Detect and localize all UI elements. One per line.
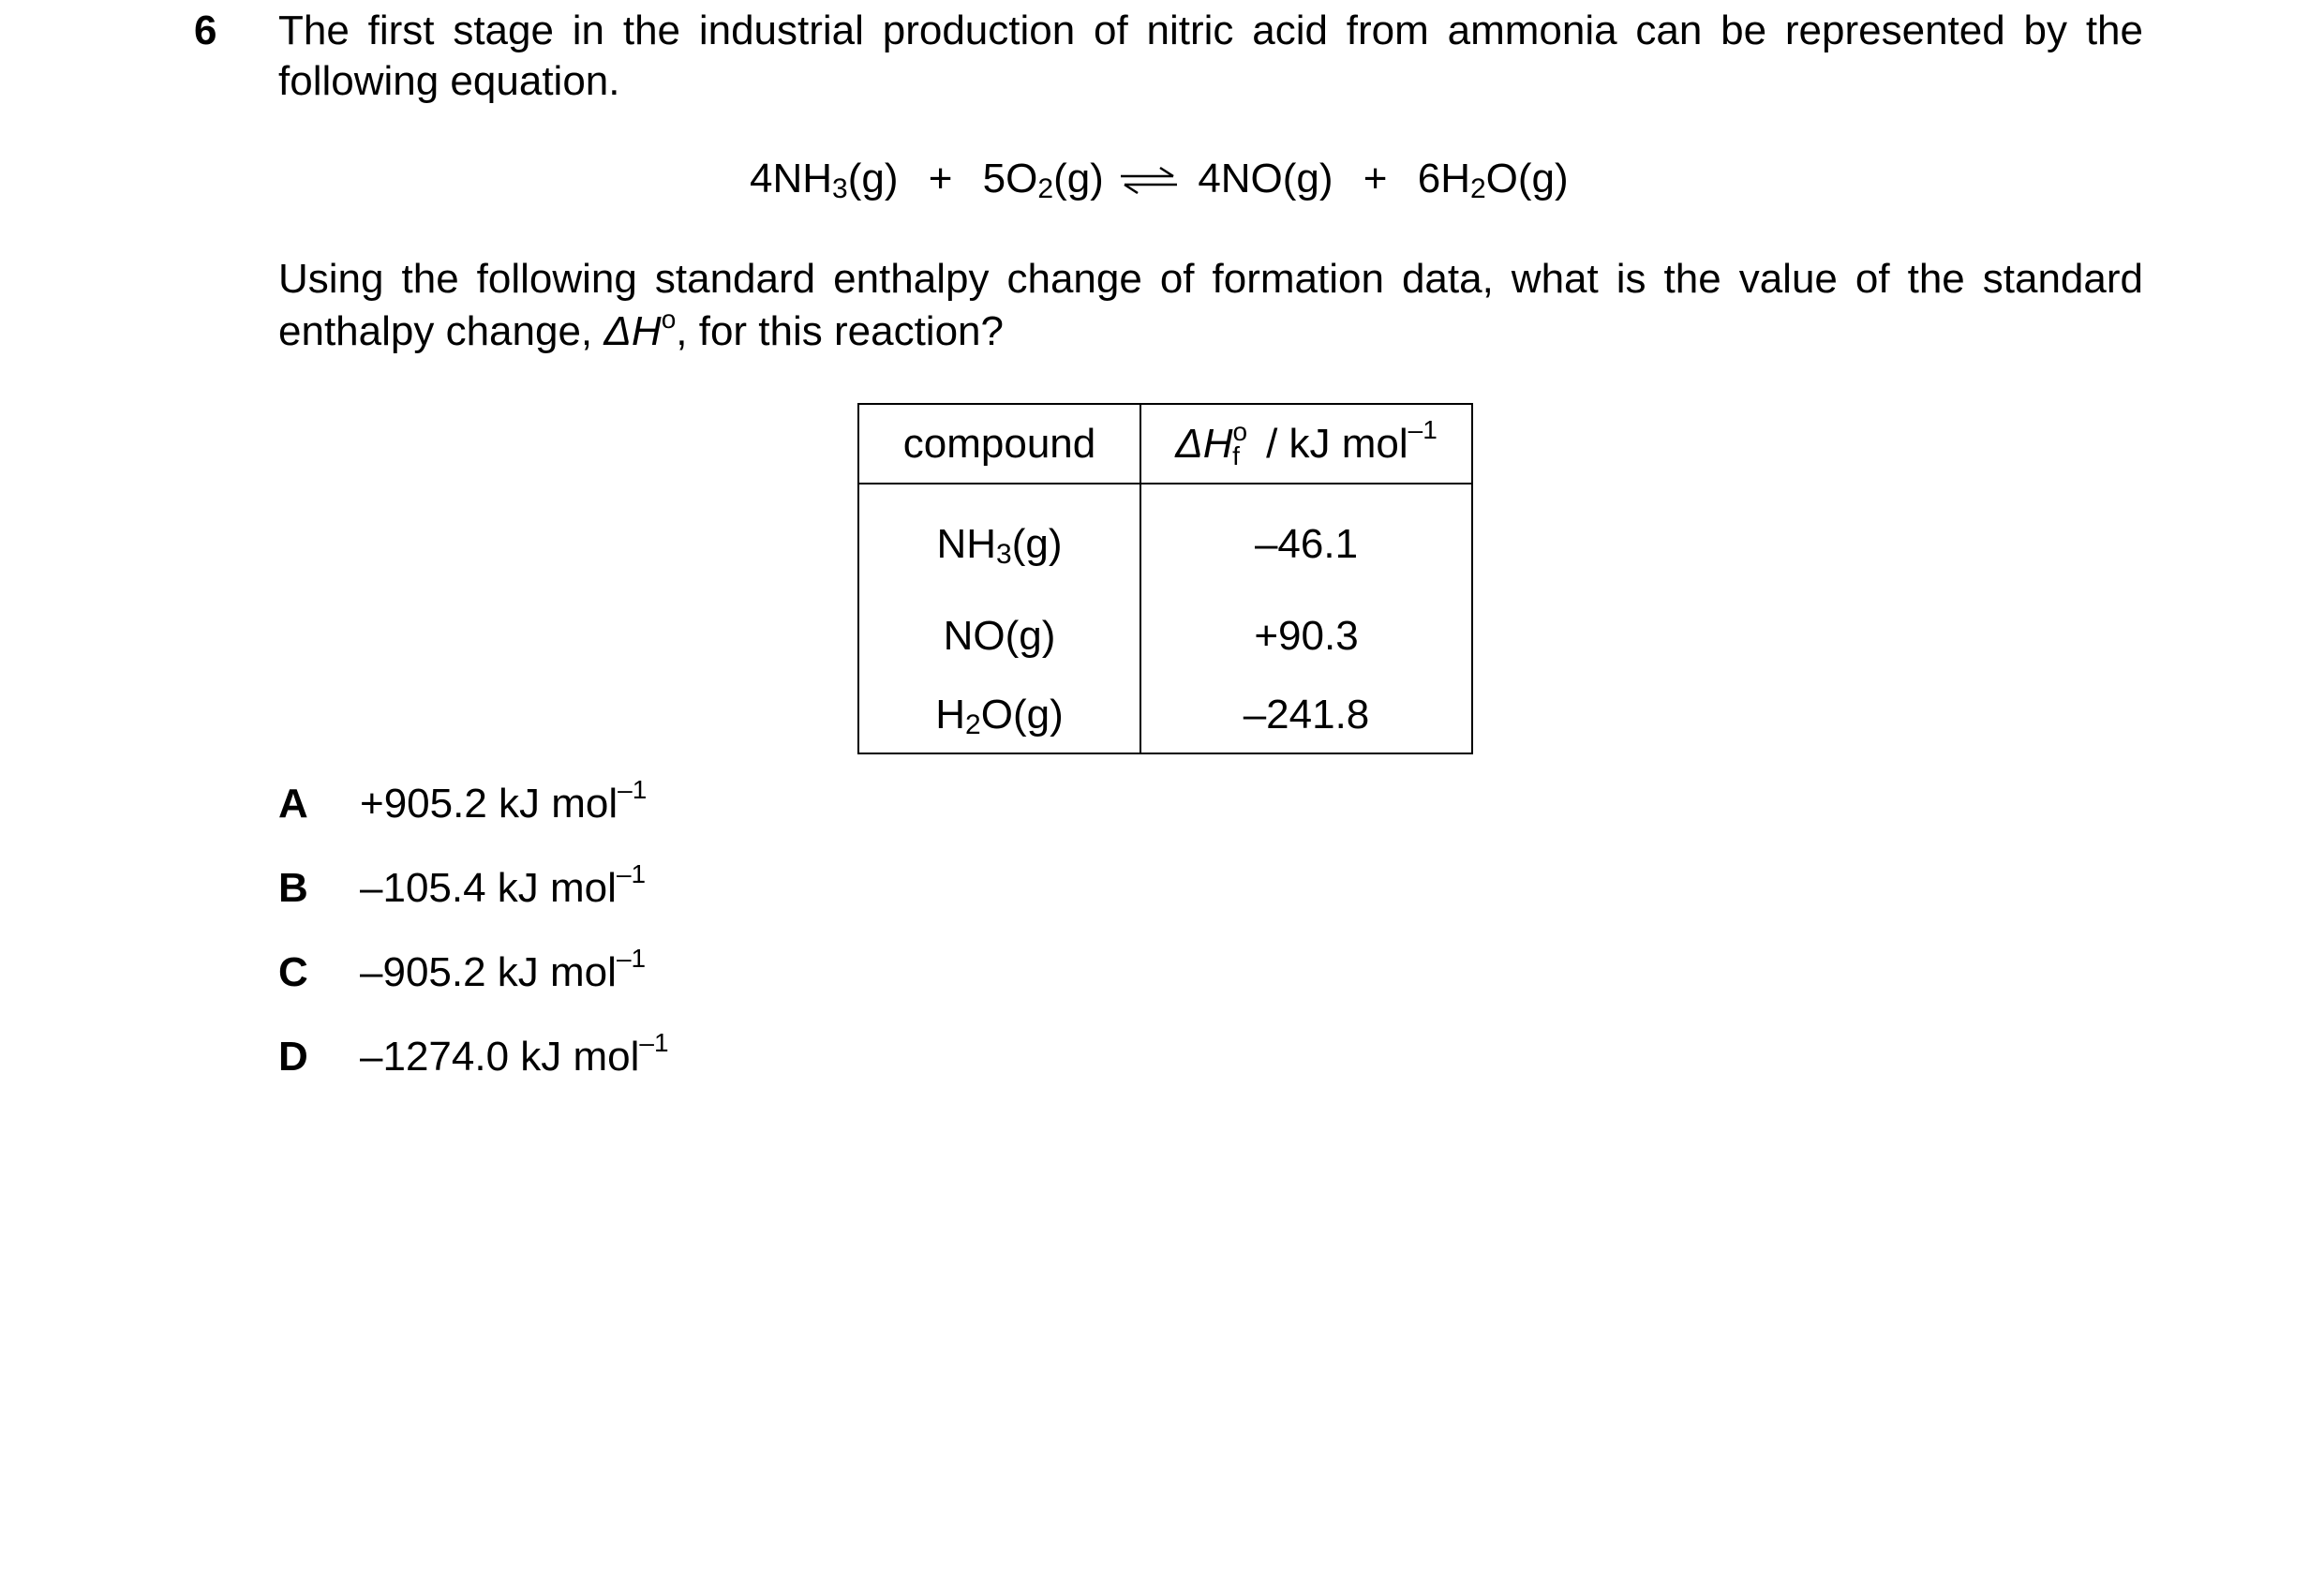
plus-sign: + (1363, 156, 1388, 201)
option-letter: A (278, 781, 308, 827)
table-row (858, 678, 1472, 753)
compound-cell: $NH_3(g)$ (858, 484, 1140, 595)
answer-option-d[interactable]: D –1274.0 kJ mol$^{-1}$ (278, 1031, 669, 1115)
answer-options (278, 775, 669, 1115)
question-intro: The first stage in the industrial production of nitric acid from ammonia can be represented by the following equation. (278, 7, 2143, 104)
product-water: $6H_2O(g)$ (1417, 156, 1569, 204)
enthalpy-value-cell: –46.1 (1140, 484, 1472, 595)
enthalpy-data-table (857, 403, 1473, 754)
option-value: –105.4 (360, 865, 486, 911)
table-row (858, 595, 1472, 678)
answer-option-a[interactable]: A +905.2 kJ mol$^{-1}$ (278, 778, 669, 862)
compound-cell: NO(g) (858, 595, 1140, 678)
compound-cell: $H_2O(g)$ (858, 678, 1140, 753)
enthalpy-value-cell: +90.3 (1140, 595, 1472, 678)
option-letter: D (278, 1034, 308, 1080)
delta-h-symbol: $\Delta H^o$ (603, 305, 677, 354)
enthalpy-value-cell: –241.8 (1140, 678, 1472, 753)
table-header-compound: compound (858, 404, 1140, 484)
answer-option-b[interactable]: B –105.4 kJ mol$^{-1}$ (278, 862, 669, 947)
reactant-ammonia: $4NH_3(g)$ (750, 156, 899, 204)
table-header-enthalpy: $\Delta H^of$ / kJ mol$^{-1}$ (1140, 404, 1472, 484)
question-number: 6 (194, 7, 217, 53)
reaction-equation (750, 153, 1569, 207)
reactant-oxygen: $5O_2(g)$ (982, 156, 1104, 204)
question-prompt: Using the following standard enthalpy change of formation data, what is the value of the standard enthalpy change, $\Delta H^o$, for this reaction? (278, 256, 2143, 354)
plus-sign: + (928, 156, 953, 201)
equilibrium-arrow-icon (1119, 155, 1179, 207)
table-row (858, 484, 1472, 595)
option-letter: B (278, 865, 308, 911)
option-value: +905.2 (360, 781, 487, 827)
product-nitric-oxide: 4NO(g) (1198, 156, 1333, 201)
option-value: –905.2 (360, 949, 486, 995)
option-letter: C (278, 949, 308, 995)
option-value: –1274.0 (360, 1034, 510, 1080)
answer-option-c[interactable]: C –905.2 kJ mol$^{-1}$ (278, 947, 669, 1031)
